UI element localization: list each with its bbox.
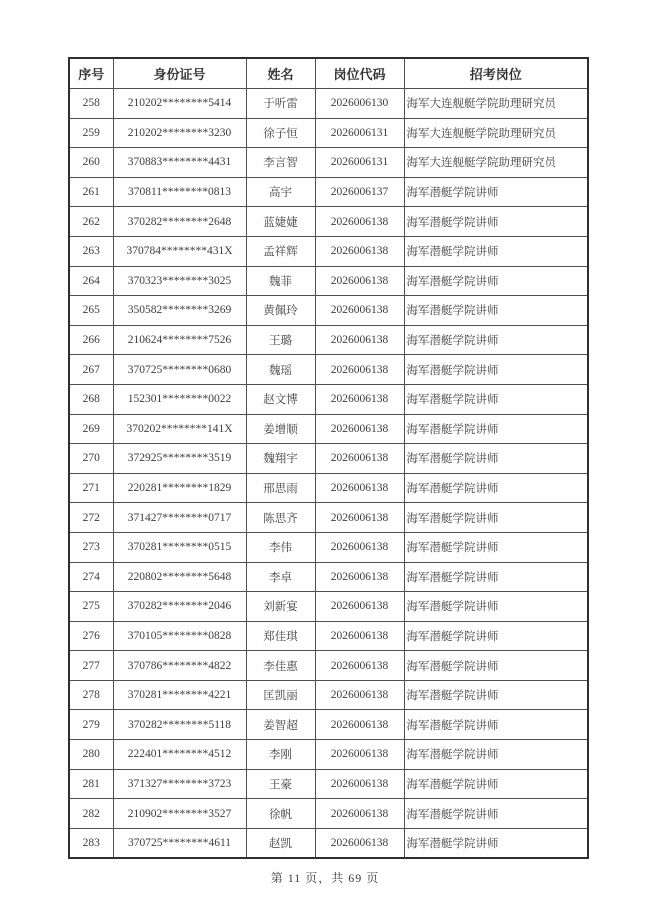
cell-job_code: 2026006138 (315, 740, 404, 770)
cell-job_code: 2026006138 (315, 828, 404, 858)
cell-id_number: 210202********3230 (113, 118, 246, 148)
cell-seq: 265 (69, 296, 113, 326)
table-row (69, 236, 588, 266)
cell-name: 黄佩玲 (246, 296, 315, 326)
cell-id_number: 370725********4611 (113, 828, 246, 858)
table-header-row (69, 58, 588, 89)
cell-seq: 273 (69, 532, 113, 562)
cell-id_number: 370323********3025 (113, 266, 246, 296)
cell-seq: 272 (69, 503, 113, 533)
cell-job_code: 2026006138 (315, 532, 404, 562)
cell-job_code: 2026006138 (315, 592, 404, 622)
table-row (69, 740, 588, 770)
table-row (69, 355, 588, 385)
cell-job_title: 海军潜艇学院讲师 (404, 236, 588, 266)
cell-seq: 259 (69, 118, 113, 148)
cell-job_title: 海军潜艇学院讲师 (404, 532, 588, 562)
table-header (69, 58, 588, 89)
cell-job_code: 2026006138 (315, 355, 404, 385)
cell-name: 陈思齐 (246, 503, 315, 533)
cell-id_number: 370883********4431 (113, 148, 246, 178)
cell-id_number: 370784********431X (113, 236, 246, 266)
column-header-id_number: 身份证号 (113, 58, 246, 89)
table-row (69, 621, 588, 651)
cell-job_code: 2026006131 (315, 118, 404, 148)
cell-job_title: 海军潜艇学院讲师 (404, 651, 588, 681)
cell-name: 邢思雨 (246, 473, 315, 503)
cell-id_number: 210902********3527 (113, 799, 246, 829)
cell-job_title: 海军大连舰艇学院助理研究员 (404, 148, 588, 178)
cell-id_number: 370282********5118 (113, 710, 246, 740)
cell-seq: 260 (69, 148, 113, 178)
column-header-name: 姓名 (246, 58, 315, 89)
cell-id_number: 370811********0813 (113, 177, 246, 207)
cell-name: 徐帆 (246, 799, 315, 829)
cell-seq: 278 (69, 680, 113, 710)
table-row (69, 118, 588, 148)
table-row (69, 799, 588, 829)
cell-job_code: 2026006138 (315, 325, 404, 355)
cell-name: 魏瑶 (246, 355, 315, 385)
cell-seq: 276 (69, 621, 113, 651)
cell-job_title: 海军潜艇学院讲师 (404, 266, 588, 296)
cell-job_code: 2026006130 (315, 89, 404, 119)
cell-seq: 277 (69, 651, 113, 681)
table-row (69, 148, 588, 178)
cell-job_title: 海军潜艇学院讲师 (404, 592, 588, 622)
cell-name: 赵文博 (246, 384, 315, 414)
cell-job_title: 海军大连舰艇学院助理研究员 (404, 89, 588, 119)
cell-name: 徐子恒 (246, 118, 315, 148)
cell-seq: 271 (69, 473, 113, 503)
cell-name: 李佳惠 (246, 651, 315, 681)
table-row (69, 503, 588, 533)
cell-job_code: 2026006138 (315, 621, 404, 651)
cell-job_code: 2026006138 (315, 769, 404, 799)
cell-job_code: 2026006138 (315, 207, 404, 237)
cell-name: 匡凯丽 (246, 680, 315, 710)
cell-seq: 263 (69, 236, 113, 266)
cell-name: 姜智超 (246, 710, 315, 740)
cell-job_code: 2026006138 (315, 710, 404, 740)
cell-seq: 261 (69, 177, 113, 207)
cell-job_code: 2026006138 (315, 384, 404, 414)
cell-name: 蓝婕婕 (246, 207, 315, 237)
cell-id_number: 371427********0717 (113, 503, 246, 533)
table-row (69, 710, 588, 740)
cell-seq: 262 (69, 207, 113, 237)
cell-name: 王豪 (246, 769, 315, 799)
cell-job_code: 2026006138 (315, 799, 404, 829)
cell-job_title: 海军潜艇学院讲师 (404, 710, 588, 740)
cell-id_number: 222401********4512 (113, 740, 246, 770)
table-body (69, 89, 588, 859)
cell-name: 高宇 (246, 177, 315, 207)
cell-name: 赵凯 (246, 828, 315, 858)
cell-job_title: 海军潜艇学院讲师 (404, 769, 588, 799)
table-row (69, 177, 588, 207)
cell-job_code: 2026006138 (315, 266, 404, 296)
cell-id_number: 370281********4221 (113, 680, 246, 710)
cell-job_code: 2026006137 (315, 177, 404, 207)
cell-id_number: 372925********3519 (113, 444, 246, 474)
page-number-footer: 第 11 页，共 69 页 (270, 871, 380, 885)
cell-seq: 282 (69, 799, 113, 829)
cell-job_code: 2026006138 (315, 296, 404, 326)
cell-seq: 274 (69, 562, 113, 592)
cell-id_number: 210624********7526 (113, 325, 246, 355)
cell-name: 李言智 (246, 148, 315, 178)
table-row (69, 89, 588, 119)
column-header-job_title: 招考岗位 (404, 58, 588, 89)
table-row (69, 651, 588, 681)
cell-name: 刘新宴 (246, 592, 315, 622)
cell-id_number: 371327********3723 (113, 769, 246, 799)
cell-id_number: 220281********1829 (113, 473, 246, 503)
cell-seq: 269 (69, 414, 113, 444)
cell-id_number: 210202********5414 (113, 89, 246, 119)
table-row (69, 296, 588, 326)
cell-name: 魏翔宇 (246, 444, 315, 474)
cell-job_title: 海军潜艇学院讲师 (404, 740, 588, 770)
cell-seq: 279 (69, 710, 113, 740)
cell-job_code: 2026006138 (315, 473, 404, 503)
cell-name: 姜增顺 (246, 414, 315, 444)
table-row (69, 384, 588, 414)
table-row (69, 592, 588, 622)
cell-name: 李卓 (246, 562, 315, 592)
cell-job_title: 海军潜艇学院讲师 (404, 799, 588, 829)
cell-seq: 266 (69, 325, 113, 355)
cell-id_number: 370105********0828 (113, 621, 246, 651)
cell-job_code: 2026006138 (315, 444, 404, 474)
cell-id_number: 370281********0515 (113, 532, 246, 562)
cell-seq: 264 (69, 266, 113, 296)
cell-id_number: 370282********2046 (113, 592, 246, 622)
column-header-job_code: 岗位代码 (315, 58, 404, 89)
cell-name: 孟祥辉 (246, 236, 315, 266)
cell-name: 于听雷 (246, 89, 315, 119)
cell-name: 郑佳琪 (246, 621, 315, 651)
column-header-seq: 序号 (69, 58, 113, 89)
cell-id_number: 370786********4822 (113, 651, 246, 681)
cell-id_number: 220802********5648 (113, 562, 246, 592)
cell-seq: 280 (69, 740, 113, 770)
cell-job_code: 2026006138 (315, 562, 404, 592)
table-row (69, 444, 588, 474)
cell-job_code: 2026006138 (315, 503, 404, 533)
table-row (69, 680, 588, 710)
recruitment-roster-table (68, 57, 589, 859)
cell-job_title: 海军潜艇学院讲师 (404, 325, 588, 355)
table-row (69, 562, 588, 592)
table-row (69, 414, 588, 444)
table-row (69, 473, 588, 503)
table-row (69, 207, 588, 237)
cell-id_number: 370202********141X (113, 414, 246, 444)
cell-id_number: 370282********2648 (113, 207, 246, 237)
cell-seq: 283 (69, 828, 113, 858)
cell-job_title: 海军潜艇学院讲师 (404, 621, 588, 651)
table-row (69, 325, 588, 355)
cell-job_code: 2026006138 (315, 651, 404, 681)
cell-job_title: 海军潜艇学院讲师 (404, 177, 588, 207)
cell-seq: 270 (69, 444, 113, 474)
cell-job_title: 海军潜艇学院讲师 (404, 444, 588, 474)
cell-job_title: 海军潜艇学院讲师 (404, 355, 588, 385)
table-row (69, 769, 588, 799)
table-row (69, 266, 588, 296)
cell-seq: 275 (69, 592, 113, 622)
cell-name: 王璐 (246, 325, 315, 355)
cell-name: 李伟 (246, 532, 315, 562)
cell-job_title: 海军潜艇学院讲师 (404, 207, 588, 237)
cell-seq: 267 (69, 355, 113, 385)
cell-seq: 281 (69, 769, 113, 799)
cell-id_number: 152301********0022 (113, 384, 246, 414)
cell-id_number: 370725********0680 (113, 355, 246, 385)
cell-seq: 268 (69, 384, 113, 414)
cell-job_code: 2026006138 (315, 414, 404, 444)
cell-name: 魏菲 (246, 266, 315, 296)
cell-job_title: 海军大连舰艇学院助理研究员 (404, 118, 588, 148)
cell-job_title: 海军潜艇学院讲师 (404, 414, 588, 444)
cell-job_code: 2026006138 (315, 236, 404, 266)
cell-job_title: 海军潜艇学院讲师 (404, 680, 588, 710)
table-row (69, 828, 588, 858)
cell-job_code: 2026006131 (315, 148, 404, 178)
cell-job_code: 2026006138 (315, 680, 404, 710)
cell-job_title: 海军潜艇学院讲师 (404, 562, 588, 592)
cell-seq: 258 (69, 89, 113, 119)
cell-name: 李刚 (246, 740, 315, 770)
cell-job_title: 海军潜艇学院讲师 (404, 296, 588, 326)
cell-job_title: 海军潜艇学院讲师 (404, 503, 588, 533)
cell-job_title: 海军潜艇学院讲师 (404, 473, 588, 503)
table-row (69, 532, 588, 562)
cell-job_title: 海军潜艇学院讲师 (404, 384, 588, 414)
cell-id_number: 350582********3269 (113, 296, 246, 326)
cell-job_title: 海军潜艇学院讲师 (404, 828, 588, 858)
